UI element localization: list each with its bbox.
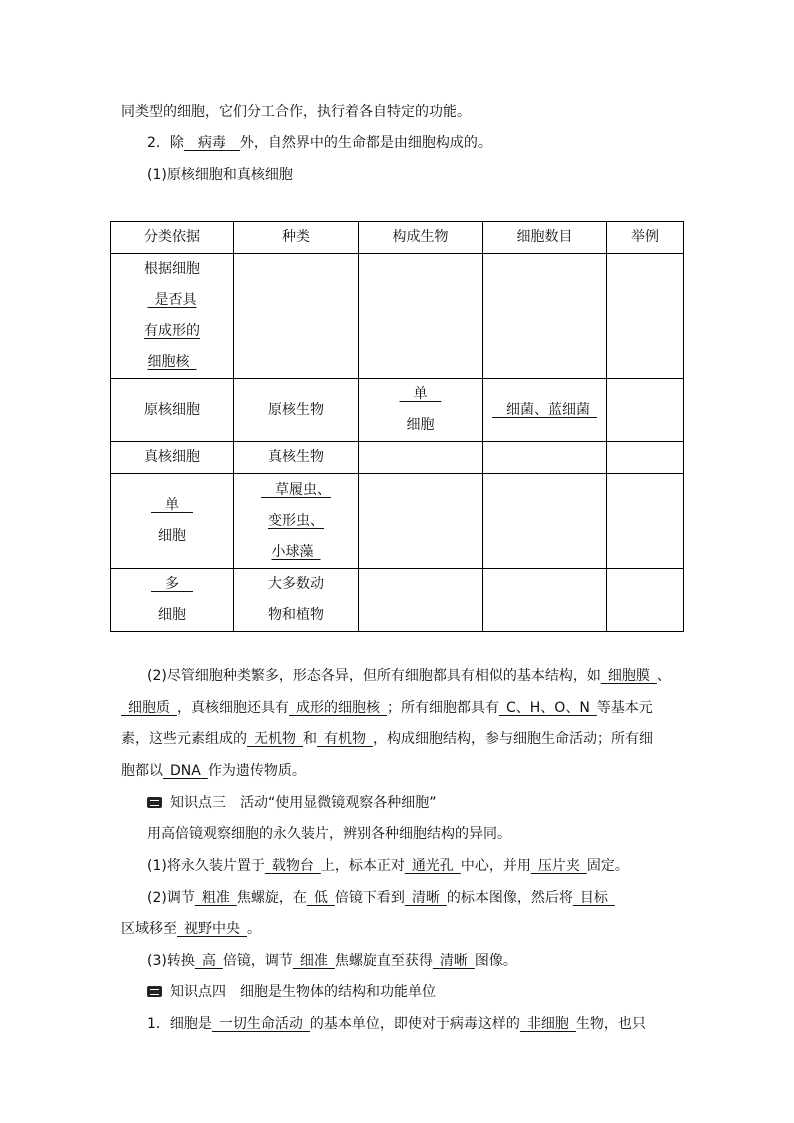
step-3: (3)转换 高 倍镜，调节 细准 焦螺旋直至获得 清晰 图像。	[147, 953, 517, 969]
cell-classification-table	[110, 221, 684, 632]
knowledge-point-4-heading: 知识点四 细胞是生物体的结构和功能单位	[147, 982, 436, 1002]
table-row: 多 细胞 大多数动 物和植物	[111, 569, 684, 632]
header-cell: 举例	[607, 222, 684, 254]
header-cell: 分类依据	[111, 222, 234, 254]
step-2: (2)调节 粗准 焦螺旋，在 低 倍镜下看到 清晰 的标本图像，然后将 目标	[147, 890, 608, 906]
knowledge-point-3-heading: 知识点三 活动“使用显微镜观察各种细胞”	[147, 793, 437, 813]
para-intro: 同类型的细胞，它们分工合作，执行着各自特定的功能。	[121, 104, 471, 120]
table-row	[111, 254, 684, 379]
table-row: 原核细胞 原核生物 单 细胞 细菌、蓝细菌	[111, 379, 684, 442]
header-cell: 构成生物	[359, 222, 483, 254]
para-virus: 2．除 病毒 外，自然界中的生命都是由细胞构成的。	[147, 135, 492, 151]
para-structure-1: (2)尽管细胞种类繁多，形态各异，但所有细胞都具有相似的基本结构，如 细胞膜 、	[147, 668, 671, 684]
step-1: (1)将永久装片置于 载物台 上，标本正对 通光孔 中心，并用 压片夹 固定。	[147, 858, 629, 874]
blank-answer: 病毒	[197, 135, 226, 151]
table-row: 单 细胞 草履虫、 变形虫、 小球藻	[111, 474, 684, 569]
para-structure-4: 胞都以 DNA 作为遗传物质。	[121, 763, 306, 779]
table-header-row	[111, 222, 684, 254]
header-cell: 种类	[234, 222, 359, 254]
step-2-cont: 区域移至 视野中央 。	[121, 921, 261, 937]
section-subtitle: (1)原核细胞和真核细胞	[147, 167, 293, 183]
pencil-note-icon	[147, 797, 162, 808]
para-structure-2: 细胞质 ，真核细胞还具有 成形的细胞核 ；所有细胞都具有 C、H、O、N 等基本元	[128, 700, 653, 716]
basis-cell: 根据细胞 是否具 有成形的 细胞核	[111, 254, 234, 379]
table-row: 真核细胞 真核生物	[111, 442, 684, 474]
header-cell: 细胞数目	[483, 222, 607, 254]
para-structure-3: 素，这些元素组成的 无机物 和 有机物 ，构成细胞结构，参与细胞生命活动；所有细	[121, 731, 653, 747]
para-activity-intro: 用高倍镜观察细胞的永久装片，辨别各种细胞结构的异同。	[147, 826, 511, 842]
pencil-note-icon	[147, 986, 162, 997]
point-1: 1．细胞是 一切生命活动 的基本单位，即使对于病毒这样的 非细胞 生物，也只	[147, 1016, 646, 1032]
